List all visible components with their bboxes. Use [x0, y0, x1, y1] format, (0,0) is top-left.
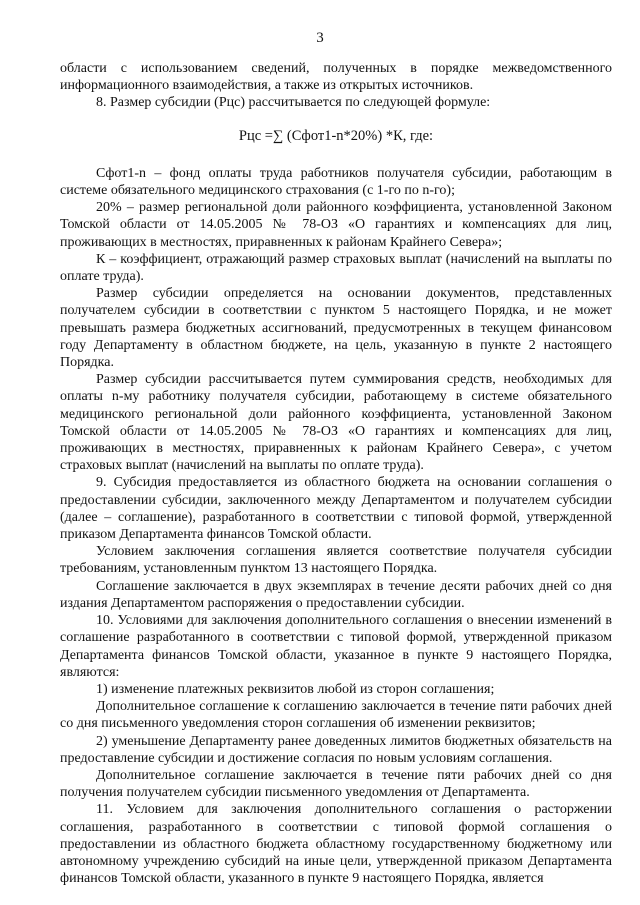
- paragraph-formula-def-2: 20% – размер региональной доли районного коэффициента, установленной Законом Томской области от 14.05.2005 № 78-ОЗ «О гарантиях и компенсациях для лиц, проживающих в местностях, приравненных к районам Крайнего Севера»;: [60, 200, 612, 250]
- paragraph-continuation: области с использованием сведений, полученных в порядке межведомственного информационного взаимодействия, а также из открытых источников.: [60, 61, 612, 94]
- paragraph-formula-def-1: Сфот1-n – фонд оплаты труда работников получателя субсидии, работающим в системе обязательного медицинского страхования (с 1-го по n-го);: [60, 165, 612, 199]
- paragraph-item-11: 11. Условием для заключения дополнительного соглашения о расторжении соглашения, разработанного в соответствии с типовой формой соглашения о предоставлении из областного бюджета областному государственному бюджетному или автономному учреждению субсидий на иные цели, утвержденной приказом Департамента финансов Томской области, указанного в пункте 9 настоящего Порядка, является: [60, 802, 612, 887]
- paragraph-condition-1: 1) изменение платежных реквизитов любой из сторон соглашения;: [96, 681, 495, 697]
- paragraph-condition-2: 2) уменьшение Департаменту ранее доведенных лимитов бюджетных обязательств на предоставление субсидии и достижение согласия по новым условиям соглашения.: [60, 733, 612, 766]
- paragraph-additional-2: Дополнительное соглашение заключается в течение пяти рабочих дней со дня получения получателем субсидии письменного уведомления от Департамента.: [60, 767, 612, 801]
- paragraph-item-9: 9. Субсидия предоставляется из областного бюджета на основании соглашения о предоставлении субсидии, заключенного между Департаментом и получателем субсидии (далее – соглашение), разработанного в соответствии с типовой формой, утвержденной приказом Департамента финансов Томской области.: [60, 475, 612, 543]
- subsidy-formula: Рцс =∑ (Сфот1-n*20%) *К, где:: [238, 127, 434, 144]
- paragraph-item-8: 8. Размер субсидии (Рцс) рассчитывается по следующей формуле:: [96, 95, 491, 111]
- paragraph-item-10: 10. Условиями для заключения дополнительного соглашения о внесении изменений в соглашение разработанного в соответствии с типовой формой, утвержденной приказом Департамента финансов Томской области, указанное в пункте 9 настоящего Порядка, являются:: [60, 613, 612, 680]
- paragraph-condition: Условием заключения соглашения является соответствие получателя субсидии требованиям, установленным пунктом 13 настоящего Порядка.: [60, 544, 612, 577]
- page-number: 3: [316, 30, 324, 46]
- paragraph-agreement: Соглашение заключается в двух экземплярах в течение десяти рабочих дней со дня издания Департаментом распоряжения о предоставлении субсидии.: [60, 578, 612, 611]
- paragraph-subsidy-calc: Размер субсидии рассчитывается путем суммирования средств, необходимых для оплаты n-му работнику получателя субсидии, работающему в системе обязательного медицинского региональной доли районного коэффициента, установленной Законом Томской области от 14.05.2005 № 78-ОЗ «О гарантиях и компенсациях для лиц, проживающих в местностях, приравненных к районам Крайнего Севера», с учетом страховых выплат (начислений на выплаты по оплате труда).: [60, 372, 612, 474]
- paragraph-formula-def-3: К – коэффициент, отражающий размер страховых выплат (начислений на выплаты по оплате труда).: [60, 251, 612, 285]
- paragraph-additional-1: Дополнительное соглашение к соглашению заключается в течение пяти рабочих дней со дня письменного уведомления сторон соглашения об изменении реквизитов;: [60, 699, 612, 732]
- paragraph-subsidy-size: Размер субсидии определяется на основании документов, представленных получателем субсидии в соответствии с пунктом 5 настоящего Порядка, и не может превышать размера бюджетных ассигнований, предусмотренных в текущем финансовом году Департаменту в областном бюджете, на цель, указанную в пункте 2 настоящего Порядка.: [60, 286, 612, 371]
- document-body: [60, 60, 612, 887]
